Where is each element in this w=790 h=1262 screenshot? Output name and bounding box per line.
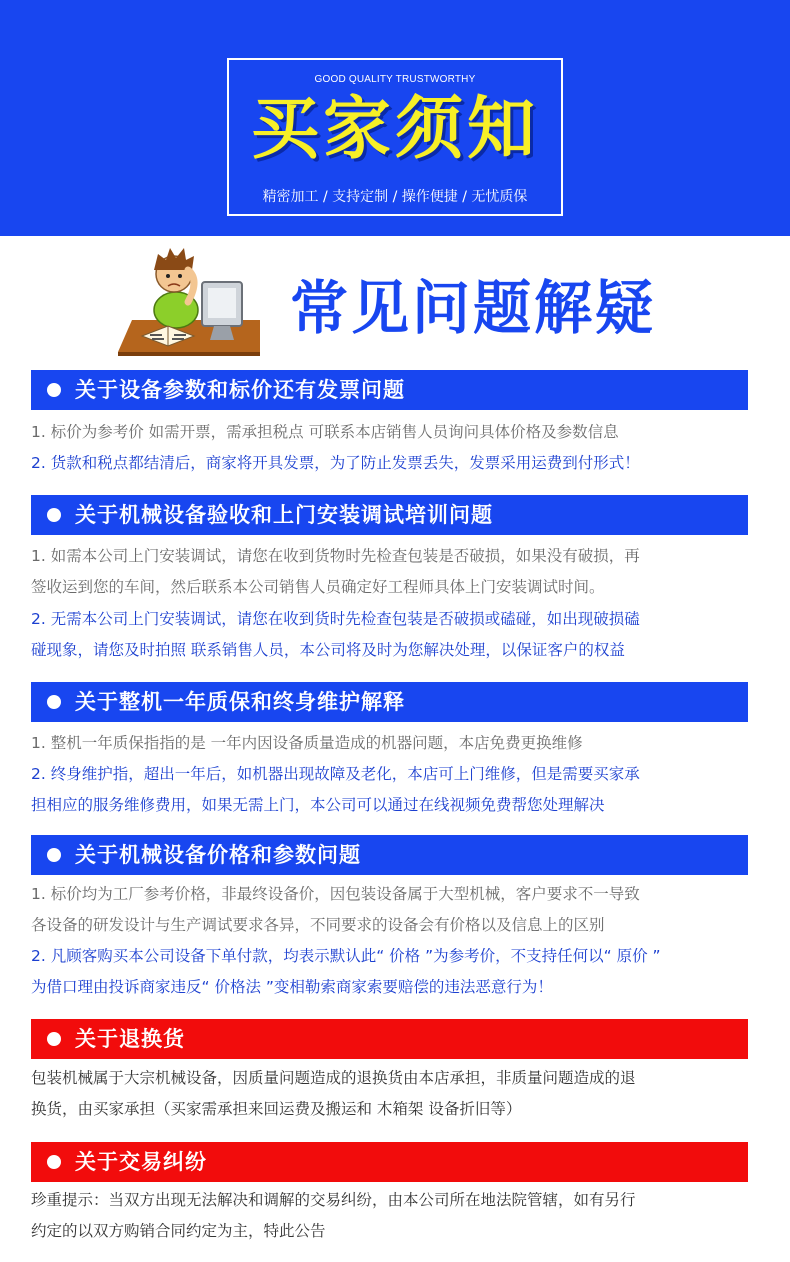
bullet-icon [47, 1032, 61, 1046]
section-heading-text: 关于整机一年质保和终身维护解释 [75, 690, 405, 714]
section-line: 签收运到您的车间，然后联系本公司销售人员确定好工程师具体上门安装调试时间。 [31, 578, 605, 596]
bullet-icon [47, 695, 61, 709]
section-line: 担相应的服务维修费用，如果无需上门，本公司可以通过在线视频免费帮您处理解决 [31, 796, 605, 814]
section-line: 1. 标价为参考价 如需开票，需承担税点 可联系本店销售人员询问具体价格及参数信息 [31, 423, 619, 441]
top-banner [0, 0, 790, 236]
section-line: 2. 凡顾客购买本公司设备下单付款，均表示默认此“ 价格 ”为参考价，不支持任何以“ 原价 ” [31, 947, 661, 965]
section-line: 2. 终身维护指，超出一年后，如机器出现故障及老化，本店可上门维修，但是需要买家承 [31, 765, 640, 783]
boy-at-computer-illustration [118, 240, 260, 356]
section-line: 1. 标价均为工厂参考价格，非最终设备价，因包装设备属于大型机械，客户要求不一导致 [31, 885, 640, 903]
section-line: 2. 无需本公司上门安装调试，请您在收到货时先检查包装是否破损或磕碰，如出现破损磕 [31, 610, 640, 628]
faq-title: 常见问题解疑 [290, 274, 657, 342]
section-heading-pricing [31, 835, 748, 875]
section-line: 包装机械属于大宗机械设备，因质量问题造成的退换货由本店承担，非质量问题造成的退 [31, 1069, 636, 1087]
section-heading-text: 关于退换货 [75, 1027, 185, 1051]
section-heading-returns [31, 1019, 748, 1059]
section-line: 换货，由买家承担（买家需承担来回运费及搬运和 木箱架 设备折旧等） [31, 1100, 522, 1118]
bullet-icon [47, 508, 61, 522]
section-heading-disputes [31, 1142, 748, 1182]
section-heading-invoice [31, 370, 748, 410]
section-line: 碰现象，请您及时拍照 联系销售人员，本公司将及时为您解决处理，以保证客户的权益 [31, 641, 625, 659]
banner-tags: 精密加工 / 支持定制 / 操作便捷 / 无忧质保 [262, 189, 528, 205]
bullet-icon [47, 848, 61, 862]
bullet-icon [47, 383, 61, 397]
section-heading-text: 关于设备参数和标价还有发票问题 [75, 378, 405, 402]
section-line: 1. 如需本公司上门安装调试，请您在收到货物时先检查包装是否破损，如果没有破损，再 [31, 547, 640, 565]
section-heading-text: 关于机械设备验收和上门安装调试培训问题 [75, 503, 493, 527]
section-line: 1. 整机一年质保指指的是 一年内因设备质量造成的机器问题，本店免费更换维修 [31, 734, 583, 752]
section-line: 2. 货款和税点都结清后，商家将开具发票，为了防止发票丢失，发票采用运费到付形式！ [31, 454, 640, 472]
section-heading-installation [31, 495, 748, 535]
section-heading-text: 关于交易纠纷 [75, 1150, 207, 1174]
bullet-icon [47, 1155, 61, 1169]
section-heading-warranty [31, 682, 748, 722]
banner-title: 买家须知 [250, 90, 539, 169]
banner-subtitle: GOOD QUALITY TRUSTWORTHY [314, 74, 476, 85]
section-line: 为借口理由投诉商家违反“ 价格法 ”变相勒索商家索要赔偿的违法恶意行为！ [31, 978, 553, 996]
section-line: 珍重提示：当双方出现无法解决和调解的交易纠纷，由本公司所在地法院管辖，如有另行 [31, 1191, 636, 1209]
section-heading-text: 关于机械设备价格和参数问题 [75, 843, 361, 867]
section-line: 各设备的研发设计与生产调试要求各异，不同要求的设备会有价格以及信息上的区别 [31, 916, 605, 934]
section-line: 约定的以双方购销合同约定为主，特此公告 [31, 1222, 326, 1240]
